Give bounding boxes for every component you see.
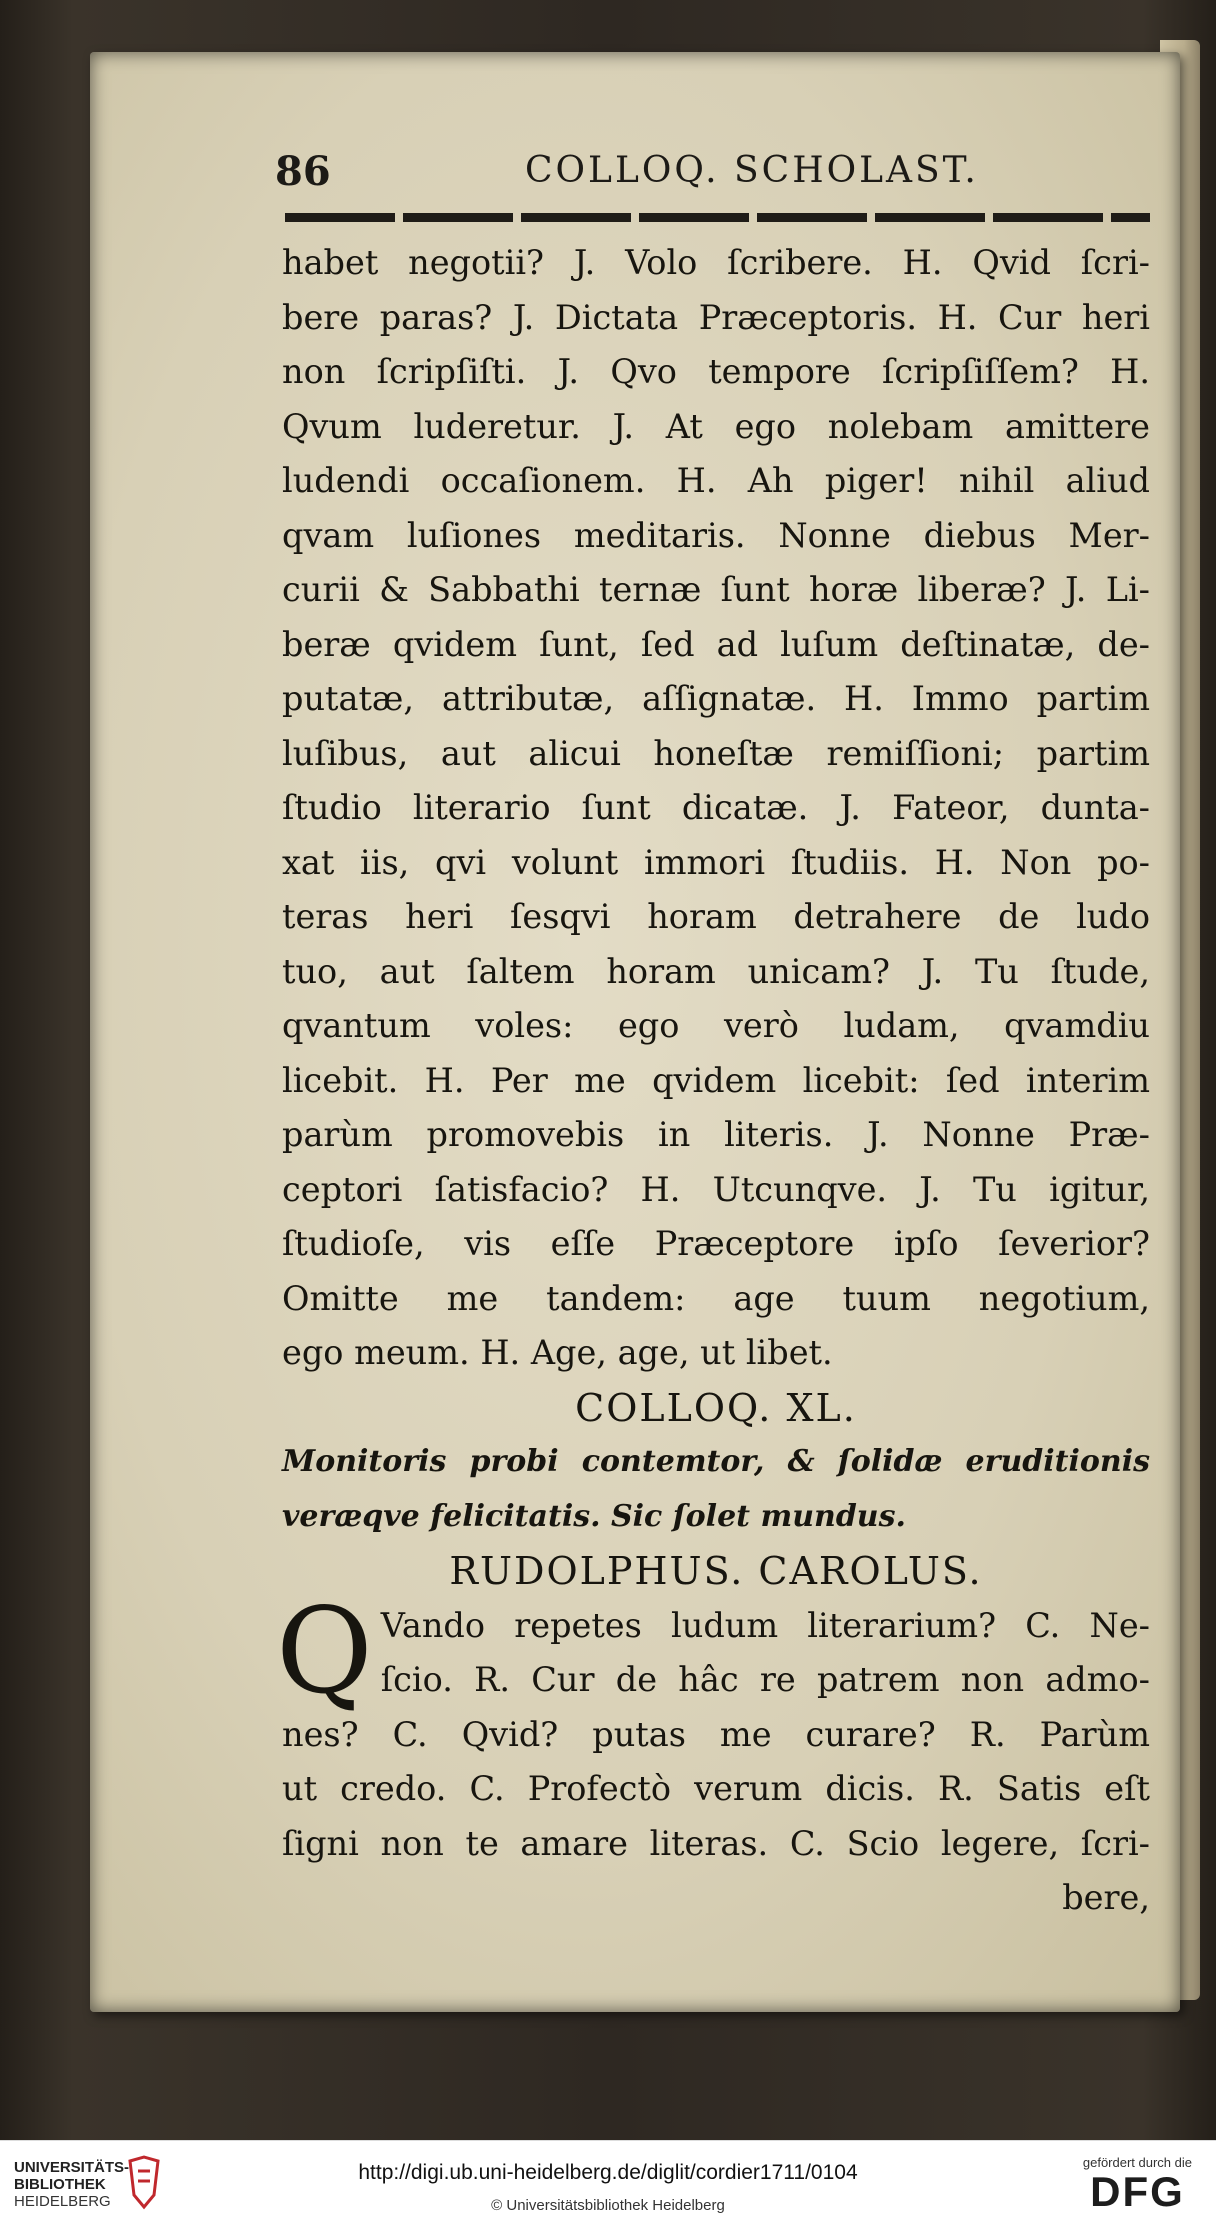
text-line: qvantum voles: ego verò ludam, qvamdiu: [282, 1006, 1150, 1045]
funded-by-label: gefördert durch die: [1082, 2155, 1192, 2170]
text-line: Omitte me tandem: age tuum negotium,: [282, 1278, 1150, 1318]
dialogue-paragraph: [276, 1581, 1150, 1926]
text-line: xat iis, qvi volunt immori ſtudiis. H. Non po-: [282, 842, 1150, 882]
text-line: Vando repetes ludum literarium? C. Ne-: [380, 1605, 1150, 1645]
running-head: COLLOQ. SCHOLAST.: [525, 150, 979, 191]
text-line: habet negotii? J. Volo ſcribere. H. Qvid ſcri-: [282, 243, 1150, 282]
library-name-line: UNIVERSITÄTS-: [14, 2159, 130, 2176]
page-text: [276, 236, 1150, 1926]
text-line: Qvum luderetur. J. At ego nolebam amittere: [282, 406, 1150, 446]
text-line: luſibus, aut alicui honeſtæ remiſſioni; partim: [282, 733, 1150, 773]
speakers-heading: RUDOLPHUS. CAROLUS.: [449, 1549, 983, 1593]
drop-cap: Q: [276, 1581, 373, 1720]
text-line: ſtudio literario ſunt dicatæ. J. Fateor, dunta-: [282, 788, 1150, 827]
text-line: non ſcripſiſti. J. Qvo tempore ſcripſiſſem? H.: [282, 352, 1150, 391]
text-line: bere paras? J. Dictata Præceptoris. H. Cur heri: [282, 297, 1150, 337]
text-line: ego meum. H. Age, age, ut libet.: [282, 1333, 833, 1372]
colloquy-heading: COLLOQ. XL.: [575, 1385, 857, 1430]
text-line: parùm promovebis in literis. J. Nonne Præ-: [282, 1115, 1150, 1154]
copyright-notice: © Universitätsbibliothek Heidelberg: [491, 2197, 725, 2214]
text-line: tuo, aut ſaltem horam unicam? J. Tu ſtude,: [282, 951, 1150, 991]
argument-line: veræqve felicitatis. Sic ſolet mundus.: [282, 1498, 906, 1534]
page-number: 86: [275, 148, 331, 195]
funder-logo[interactable]: [1083, 2155, 1192, 2214]
header-rule: [285, 213, 1150, 222]
text-line: ludendi occaſionem. H. Ah piger! nihil aliud: [282, 461, 1150, 500]
text-line: ſcio. R. Cur de hâc re patrem non admo-: [380, 1660, 1150, 1699]
text-line: qvam luſiones meditaris. Nonne diebus Mer-: [282, 515, 1150, 555]
dfg-logo-text: DFG: [1090, 2168, 1185, 2215]
page-header: [185, 140, 1145, 200]
catchword: bere,: [1062, 1878, 1150, 1917]
viewer-footer: [0, 2140, 1216, 2229]
argument-line: Monitoris probi contemtor, & ſolidæ eruditionis: [282, 1444, 1150, 1479]
text-line: ut credo. C. Profectò verum dicis. R. Satis eſt: [282, 1769, 1150, 1808]
text-line: ceptori ſatisfacio? H. Utcunqve. J. Tu igitur,: [282, 1169, 1150, 1209]
text-line: ſigni non te amare literas. C. Scio legere, ſcri-: [282, 1823, 1150, 1863]
text-line: licebit. H. Per me qvidem licebit: ſed interim: [282, 1060, 1150, 1100]
library-name-line: BIBLIOTHEK: [14, 2176, 106, 2193]
text-line: teras heri ſesqvi horam detrahere de ludo: [282, 897, 1150, 936]
text-line: putatæ, attributæ, aſſignatæ. H. Immo partim: [282, 679, 1150, 718]
text-line: curii & Sabbathi ternæ ſunt horæ liberæ? J. Li-: [282, 570, 1150, 609]
permalink-url[interactable]: http://digi.ub.uni-heidelberg.de/diglit/cordier1711/0104: [358, 2161, 858, 2184]
text-line: ſtudioſe, vis eſſe Præceptore ipſo ſeverior?: [282, 1224, 1150, 1263]
text-line: nes? C. Qvid? putas me curare? R. Parùm: [282, 1714, 1150, 1754]
library-name-line: HEIDELBERG: [14, 2193, 111, 2210]
text-line: beræ qvidem ſunt, ſed ad luſum deſtinatæ, de-: [282, 624, 1150, 664]
